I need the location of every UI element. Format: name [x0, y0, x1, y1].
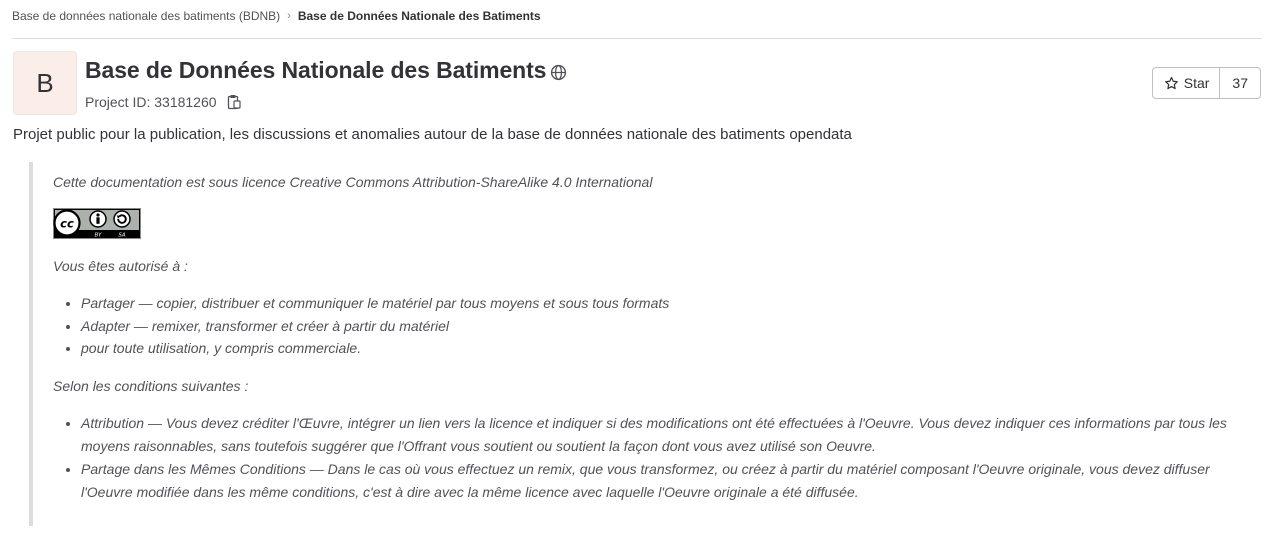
list-item: • Partage dans les Mêmes Conditions — Dans le cas où vous effectuez un remix, que vous transformez, ou créez à partir du matériel composant l'Oeuvre originale, vous devez diffuser l'Oeuvre modifiée dans les même conditions, c'est à dire avec la même licence avec laquelle l'Oeuvre originale a été diffusée. — [81, 458, 1243, 504]
list-item: • Partager — copier, distribuer et communiquer le matériel par tous moyens et sous tous formats — [81, 292, 669, 315]
readme-blockquote — [29, 162, 1261, 526]
svg-text:cc: cc — [60, 216, 74, 231]
license-statement: Cette documentation est sous licence Creative Commons Attribution-ShareAlike 4.0 International — [53, 174, 653, 190]
project-id-row — [85, 94, 241, 110]
star-label: Star — [1183, 75, 1210, 91]
cc-by-sa-badge[interactable] — [53, 208, 141, 239]
list-item: • Adapter — remixer, transformer et créer à partir du matériel — [81, 315, 669, 338]
clipboard-icon[interactable] — [227, 94, 241, 110]
permissions-intro: Vous êtes autorisé à : — [53, 258, 188, 274]
badge-sa-label: SA — [118, 232, 126, 239]
conditions-list — [53, 412, 1243, 504]
project-avatar — [13, 51, 77, 115]
permissions-list — [53, 292, 669, 360]
conditions-intro: Selon les conditions suivantes : — [53, 378, 249, 394]
star-button[interactable] — [1153, 68, 1221, 98]
avatar-letter: B — [36, 67, 54, 98]
list-item: • pour toute utilisation, y compris commerciale. — [81, 337, 669, 360]
globe-icon — [550, 64, 567, 81]
star-count[interactable]: 37 — [1232, 75, 1248, 91]
list-item: • Attribution — Vous devez créditer l'Œuvre, intégrer un lien vers la licence et indiquer si des modifications ont été effectuées à l'Oeuvre. Vous devez indiquer ces informations par tous les moyens raisonnables, sans toutefois suggérer que l'Offrant vous soutient ou soutient la façon dont vous avez utilisé son Oeuvre. — [81, 412, 1243, 458]
breadcrumb-item-group[interactable]: Base de données nationale des batiments (BDNB) — [12, 9, 281, 23]
project-description: Projet public pour la publication, les discussions et anomalies autour de la base de données nationale des batiments opendata — [13, 126, 852, 143]
chevron-right-icon: › — [287, 10, 291, 22]
breadcrumb-item-project[interactable]: Base de Données Nationale des Batiments — [297, 9, 541, 23]
header-divider — [12, 38, 1262, 39]
project-title-row — [85, 57, 567, 84]
project-title: Base de Données Nationale des Batiments — [85, 57, 547, 83]
project-id: Project ID: 33181260 — [85, 94, 217, 110]
star-button-group — [1152, 67, 1261, 99]
star-icon — [1164, 76, 1179, 91]
badge-by-label: BY — [94, 232, 102, 239]
breadcrumb — [12, 7, 541, 25]
